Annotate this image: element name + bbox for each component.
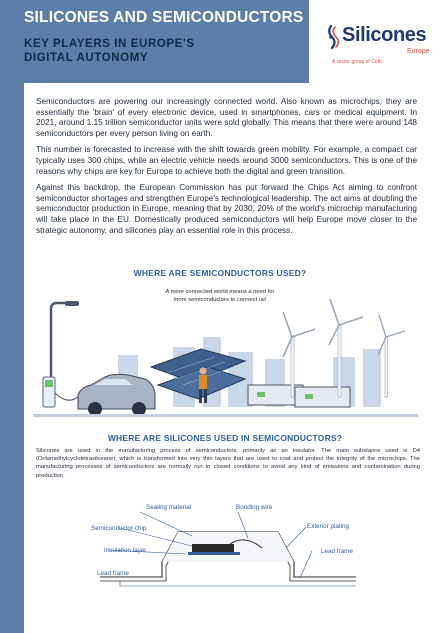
label-sealing-material: Sealing material [146,504,192,511]
ground-line [33,414,418,417]
silicones-usage-text: Silicones are used in the manufacturing process of semiconductors, primarily as an insulator. The main substance used is D4 (Octamethylcyclotetrasiloxane), which is transformed into very thin layers that are used to coat and protect the integrity of the microchips. The manufacturing processes of semiconductors are normally run in closed conditions to avoid any kind of emissions and contamination during production. [36,448,420,479]
left-color-band [0,0,24,633]
silicones-europe-logo [328,18,428,68]
electric-car-icon [78,374,155,416]
city-energy-illustration [33,297,418,422]
subtitle-line-2: DIGITAL AUTONOMY [24,52,149,64]
subtitle-line-1: KEY PLAYERS IN EUROPE'S [24,38,195,50]
section-title-silicones-used: WHERE ARE SILICONES USED IN SEMICONDUCTORS? [107,433,343,443]
caption-line-2: more semiconductors to connect us! [173,297,267,303]
intro-paragraph: Against this backdrop, the European Commission has put forward the Chips Act aiming to confront semiconductor shortages and strengthen Europe's technological leadership. The act aims at doubling the semiconductor production in Europe, meaning that by 2030, 20% of the world's microchip manufacturing will take place in the EU. Domestically produced semiconductors will help Europe move closer to the strategic autonomy, and silicones play an essential role in this process. [36,183,417,235]
intro-paragraph: Semiconductors are powering our increasingly connected world. Also known as microchips, they are essentially the 'brain' of every electronic device, used in smartphones, cars or medical equipment. In 2021, around 1.15 trillion semiconductor units were sold globally. This means that there were around 148 semiconductors per every person living on earth. [36,97,417,138]
section-title-semiconductors-used: WHERE ARE SEMICONDUCTORS USED? [133,268,307,278]
page-subtitle [24,37,294,65]
page-title: SILICONES AND SEMICONDUCTORS [24,9,304,26]
logo-wordmark: Silicones [342,24,427,46]
charging-station-icon [43,377,78,407]
caption-line-1: A more connected world means a need for [165,289,275,295]
battery-storage-icon [248,385,350,407]
intro-paragraph: This number is forecasted to increase with the shift towards green mobility. For example, a compact car typically uses 300 chips, while an electric vehicle needs around 3000 semiconductors. This is one of the reasons why chips are key for Europe to achieve both the digital and green transition. [36,145,417,176]
label-lead-frame-right: Lead frame [321,548,353,555]
intro-text [36,97,417,242]
semiconductor-chip-shape [192,544,234,552]
insulation-layer-shape [188,552,240,555]
label-semiconductor-chip: Semiconductor chip [91,525,147,532]
header-banner [0,0,309,83]
label-bonding-wire: Bonding wire [236,504,273,511]
logo-region: Europe [407,48,430,55]
label-exterior-plating: Exterior plating [307,523,349,530]
logo-tagline: A sector group of Cefic [332,59,383,65]
label-insulation-layer: Insulation layer [104,547,147,554]
label-lead-frame-left: Lead frame [97,570,129,577]
